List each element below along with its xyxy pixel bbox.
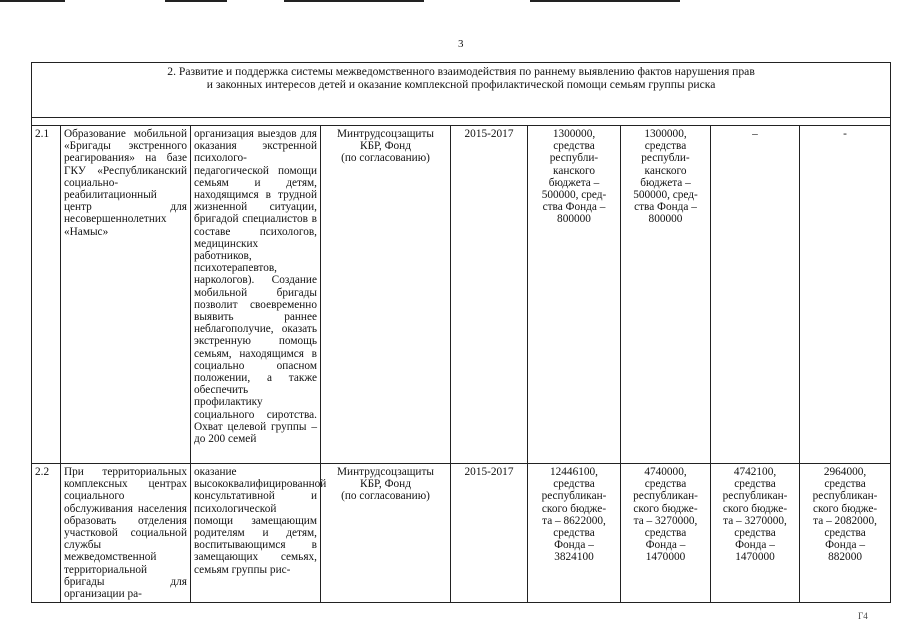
funding-2016: 4742100, средства республикан- ского бюдже- та – 3270000, средства Фонда – 1470000 bbox=[711, 464, 800, 603]
table-row bbox=[32, 464, 891, 603]
funding-total: 1300000, средства республи- канского бюджета – 500000, сред- ства Фонда – 800000 bbox=[528, 126, 621, 464]
top-rule-right bbox=[530, 0, 680, 2]
top-rule-center-left bbox=[165, 0, 227, 2]
measure-description: оказание высококвалифицированной консультативной и психологической помощи замещающим родителям и детям, воспитывающимся в замещающих семьях, семьям группы рис- bbox=[191, 464, 321, 603]
funding-2016 bbox=[711, 126, 800, 464]
funding-total: 12446100, средства республикан- ского бюдже- та – 8622000, средства Фонда – 3824100 bbox=[528, 464, 621, 603]
funding-2017: 2964000, средства республикан- ского бюдже- та – 2082000, средства Фонда – 882000 bbox=[800, 464, 891, 603]
measure-name: При территориальных комплексных центрах социального обслуживания населения образовать отделения участковой социальной службы межведомственной территориальной бригады для организации ра- bbox=[61, 464, 191, 603]
funding-2015: 4740000, средства республикан- ского бюдже- та – 3270000, средства Фонда – 1470000 bbox=[621, 464, 711, 603]
page-number: 3 bbox=[458, 38, 464, 50]
executor: Минтрудсоцзащиты КБР, Фонд (по согласованию) bbox=[321, 464, 451, 603]
top-rule-center bbox=[284, 0, 424, 2]
footer-marks: Г4 bbox=[858, 611, 868, 621]
section-header-row bbox=[32, 63, 891, 118]
row-separator bbox=[32, 118, 891, 126]
section-title: 2. Развитие и поддержка системы межведомственного взаимодействия по раннему выявлению фактов нарушения прав и законных интересов детей и оказание комплексной профилактической помощи семьям группы риска bbox=[32, 63, 891, 118]
row-number: 2.1 bbox=[32, 126, 61, 464]
executor: Минтрудсоцзащиты КБР, Фонд (по согласованию) bbox=[321, 126, 451, 464]
separator-row bbox=[32, 118, 891, 126]
row-number: 2.2 bbox=[32, 464, 61, 603]
funding-2015: 1300000, средства республи- канского бюджета – 500000, сред- ства Фонда – 800000 bbox=[621, 126, 711, 464]
period: 2015-2017 bbox=[451, 464, 528, 603]
program-table bbox=[31, 62, 891, 603]
top-rule-left bbox=[0, 0, 65, 2]
funding-2017-value: - bbox=[843, 128, 847, 140]
funding-2017 bbox=[800, 126, 891, 464]
measure-name: Образование мобильной «Бригады экстренного реагирования» на базе ГКУ «Республиканский социально-реабилитационный центр для несовершеннолетних «Намыс» bbox=[61, 126, 191, 464]
period: 2015-2017 bbox=[451, 126, 528, 464]
funding-2016-value: – bbox=[752, 128, 758, 140]
table-row bbox=[32, 126, 891, 464]
measure-description: организация выездов для оказания экстренной психолого-педагогической помощи семьям и детям, находящимся в трудной жизненной ситуации, бригадой специалистов в составе психологов, медицинских работников, психотерапевтов, наркологов). Создание мобильной бригады позволит своевременно выявить раннее неблагополучие, оказать экстренную помощь семьям, находящимся в социально опасном положении, а также обеспечить профилактику социального сиротства. Охват целевой группы – до 200 семей bbox=[191, 126, 321, 464]
